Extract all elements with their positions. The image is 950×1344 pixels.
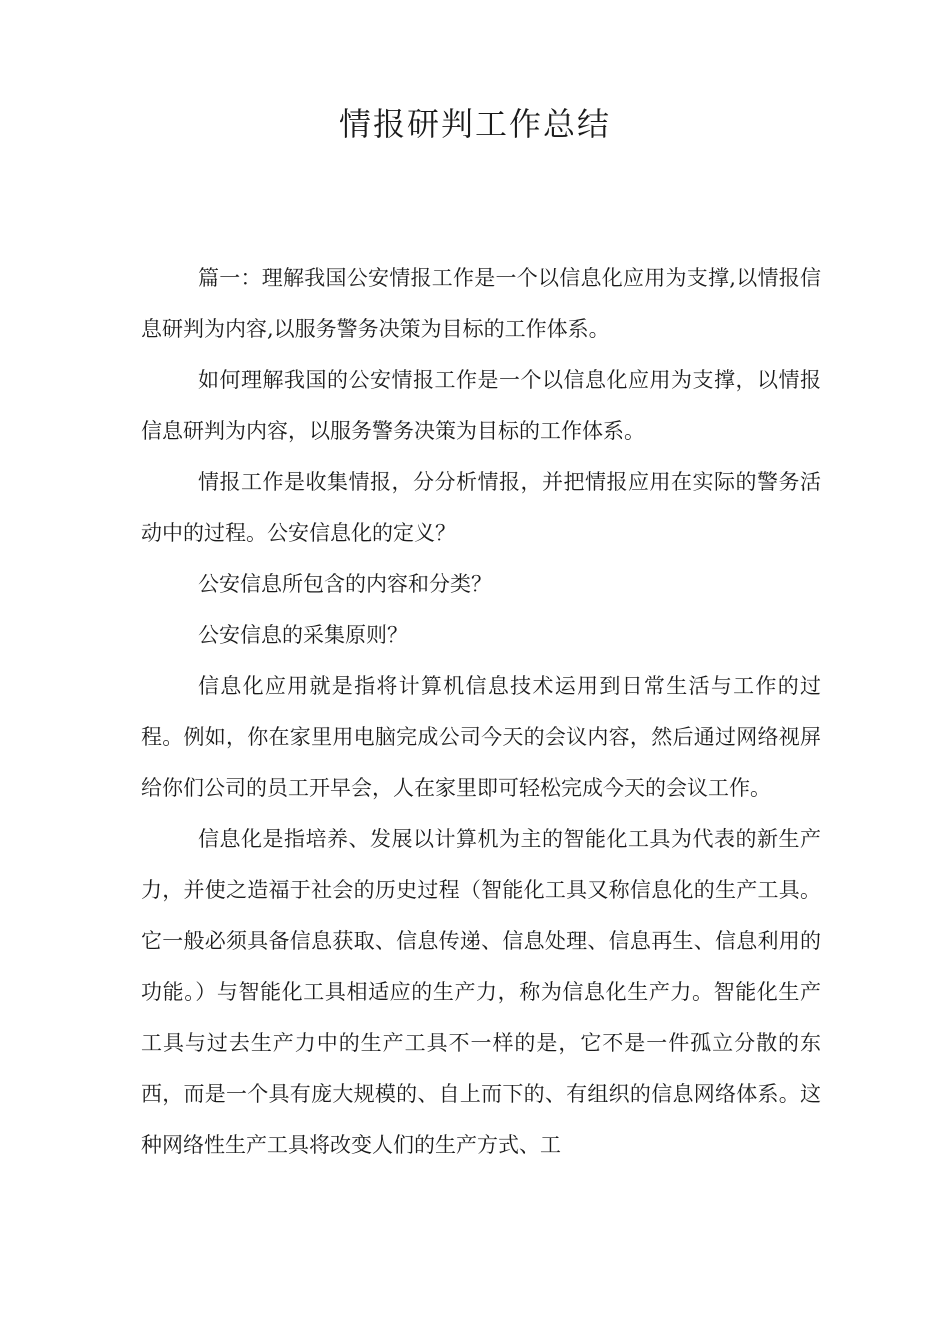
paragraph-4: 公安信息所包含的内容和分类？ xyxy=(198,572,492,596)
paragraph-7: 信息化是指培养、发展以计算机为主的智能化工具为代表的新生产力，并使之造福于社会的历史过程（智能化工具又称信息化的生产工具。它一般必须具备信息获取、信息传递、信息处理、信息再生、信息利用的功能。）与智能化工具相适应的生产力，称为信息化生产力。智能化生产工具与过去生产力中的生产工具不一样的是，它不是一件孤立分散的东西，而是一个具有庞大规模的、自上而下的、有组织的信息网络体系。这种网络性生产工具将改变人们的生产方式、工 xyxy=(141,827,821,1157)
document-title: 情报研判工作总结 xyxy=(338,105,611,143)
paragraph-6: 信息化应用就是指将计算机信息技术运用到日常生活与工作的过程。例如，你在家里用电脑完成公司今天的会议内容，然后通过网络视屏给你们公司的员工开早会，人在家里即可轻松完成今天的会议工作。 xyxy=(141,674,821,800)
paragraph-2: 如何理解我国的公安情报工作是一个以信息化应用为支撑，以情报信息研判为内容，以服务警务决策为目标的工作体系。 xyxy=(141,368,821,443)
document-body xyxy=(141,253,821,1171)
paragraph-5: 公安信息的采集原则？ xyxy=(198,623,408,647)
paragraph-1: 篇一：理解我国公安情报工作是一个以信息化应用为支撑,以情报信息研判为内容,以服务警务决策为目标的工作体系。 xyxy=(141,266,821,341)
paragraph-3: 情报工作是收集情报，分分析情报，并把情报应用在实际的警务活动中的过程。公安信息化的定义？ xyxy=(141,470,821,545)
